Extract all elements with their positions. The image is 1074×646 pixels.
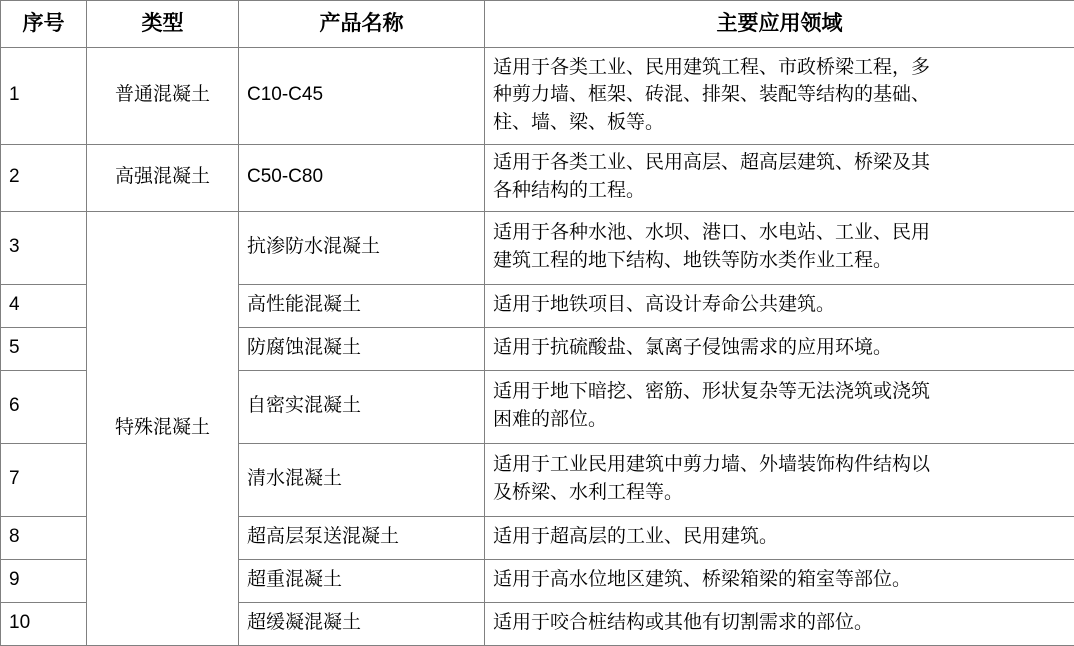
cell-application [485, 285, 1074, 328]
application-line: 适用于各类工业、民用高层、超高层建筑、桥梁及其 [493, 149, 1066, 177]
application-line: 适用于工业民用建筑中剪力墙、外墙装饰构件结构以 [493, 451, 1066, 479]
cell-product-name: C10-C45 [239, 48, 485, 145]
application-line: 各种结构的工程。 [493, 177, 1066, 205]
table-header [1, 1, 1074, 48]
application-line: 适用于地铁项目、高设计寿命公共建筑。 [493, 291, 1066, 319]
application-line: 适用于各类工业、民用建筑工程、市政桥梁工程，多 [493, 54, 1066, 82]
application-line: 适用于地下暗挖、密筋、形状复杂等无法浇筑或浇筑 [493, 378, 1066, 406]
cell-application [485, 517, 1074, 560]
cell-product-name: 清水混凝土 [239, 444, 485, 517]
application-line: 适用于高水位地区建筑、桥梁箱梁的箱室等部位。 [493, 566, 1066, 594]
cell-application [485, 603, 1074, 646]
cell-seq: 9 [1, 560, 87, 603]
cell-type-special-concrete: 特殊混凝土 [87, 212, 239, 646]
column-header-type: 类型 [87, 1, 239, 48]
cell-product-name: 超重混凝土 [239, 560, 485, 603]
column-header-product-name: 产品名称 [239, 1, 485, 48]
cell-product-name: 超高层泵送混凝土 [239, 517, 485, 560]
cell-product-name: 抗渗防水混凝土 [239, 212, 485, 285]
column-header-application: 主要应用领域 [485, 1, 1074, 48]
cell-product-name: 自密实混凝土 [239, 371, 485, 444]
cell-seq: 1 [1, 48, 87, 145]
cell-application [485, 212, 1074, 285]
application-line: 及桥梁、水利工程等。 [493, 479, 1066, 507]
cell-seq: 3 [1, 212, 87, 285]
application-line: 适用于抗硫酸盐、氯离子侵蚀需求的应用环境。 [493, 334, 1066, 362]
application-line: 种剪力墙、框架、砖混、排架、装配等结构的基础、 [493, 81, 1066, 109]
cell-seq: 5 [1, 328, 87, 371]
table-header-row [1, 1, 1074, 48]
cell-type: 高强混凝土 [87, 145, 239, 212]
application-line: 建筑工程的地下结构、地铁等防水类作业工程。 [493, 247, 1066, 275]
cell-seq: 10 [1, 603, 87, 646]
cell-product-name: 防腐蚀混凝土 [239, 328, 485, 371]
table-row [1, 212, 1074, 285]
cell-application [485, 371, 1074, 444]
cell-seq: 2 [1, 145, 87, 212]
cell-application [485, 48, 1074, 145]
cell-seq: 6 [1, 371, 87, 444]
table-row [1, 145, 1074, 212]
cell-product-name: 高性能混凝土 [239, 285, 485, 328]
table-body [1, 48, 1074, 646]
table-row [1, 48, 1074, 145]
cell-application [485, 444, 1074, 517]
cell-seq: 7 [1, 444, 87, 517]
cell-seq: 4 [1, 285, 87, 328]
cell-application [485, 328, 1074, 371]
application-line: 适用于超高层的工业、民用建筑。 [493, 523, 1066, 551]
cell-type: 普通混凝土 [87, 48, 239, 145]
column-header-seq: 序号 [1, 1, 87, 48]
cell-application [485, 560, 1074, 603]
application-line: 柱、墙、梁、板等。 [493, 109, 1066, 137]
cell-product-name: C50-C80 [239, 145, 485, 212]
application-line: 困难的部位。 [493, 406, 1066, 434]
cell-application [485, 145, 1074, 212]
application-line: 适用于各种水池、水坝、港口、水电站、工业、民用 [493, 219, 1066, 247]
cell-product-name: 超缓凝混凝土 [239, 603, 485, 646]
cell-seq: 8 [1, 517, 87, 560]
application-line: 适用于咬合桩结构或其他有切割需求的部位。 [493, 609, 1066, 637]
